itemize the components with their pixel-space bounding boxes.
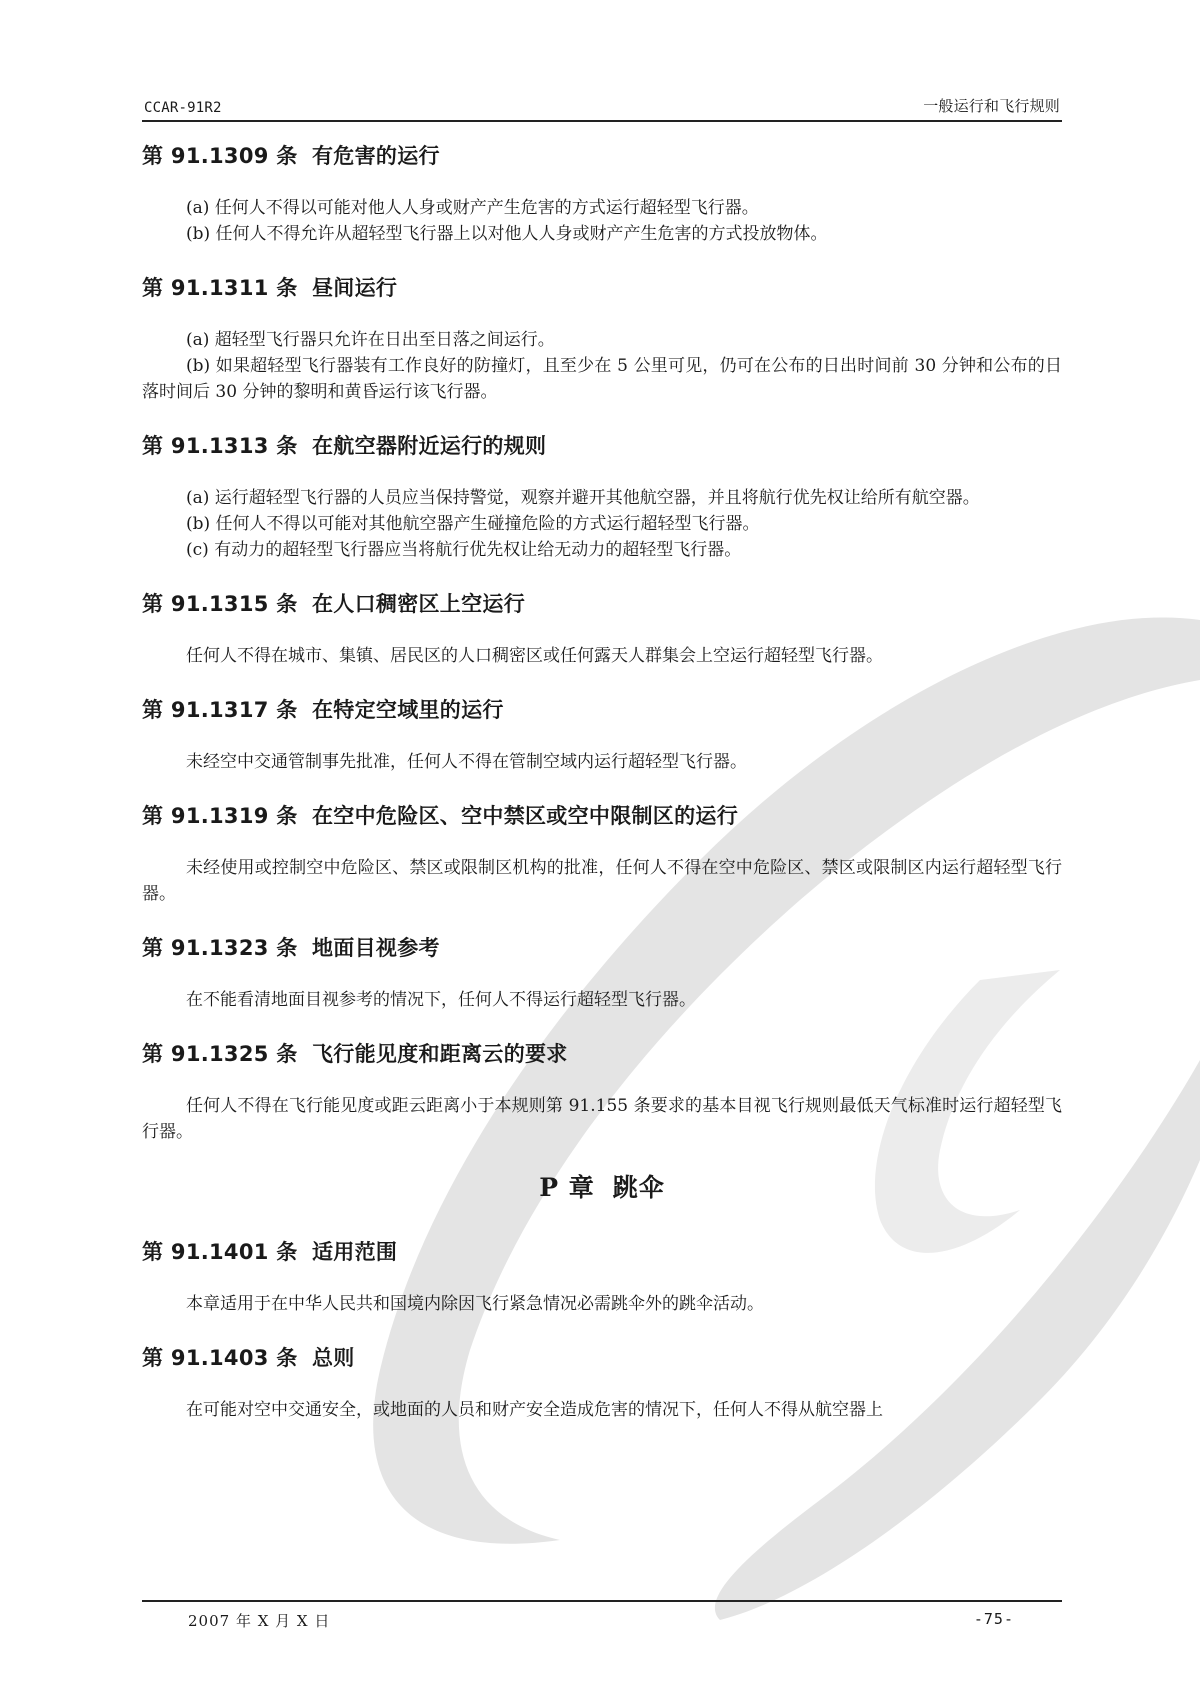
document-title: 一般运行和飞行规则 bbox=[923, 97, 1060, 115]
footer-date: 2007 年 X 月 X 日 bbox=[188, 1612, 331, 1630]
article-heading bbox=[142, 1040, 1062, 1068]
article-91-1315 bbox=[142, 590, 1062, 669]
article-heading bbox=[142, 142, 1062, 170]
document-code: CCAR-91R2 bbox=[144, 100, 222, 116]
article-number: 第 91.1311 条 bbox=[142, 276, 298, 300]
article-91-1323 bbox=[142, 934, 1062, 1013]
article-heading bbox=[142, 934, 1062, 962]
article-paragraph: (b) 如果超轻型飞行器装有工作良好的防撞灯，且至少在 5 公里可见，仍可在公布的日出时间前 30 分钟和公布的日落时间后 30 分钟的黎明和黄昏运行该飞行器。 bbox=[142, 356, 1062, 402]
article-heading bbox=[142, 1344, 1062, 1372]
article-paragraph: (c) 有动力的超轻型飞行器应当将航行优先权让给无动力的超轻型飞行器。 bbox=[186, 540, 742, 560]
article-title: 昼间运行 bbox=[312, 276, 398, 300]
article-number: 第 91.1317 条 bbox=[142, 698, 298, 722]
article-91-1313 bbox=[142, 432, 1062, 563]
article-title: 在特定空域里的运行 bbox=[312, 698, 504, 722]
article-heading bbox=[142, 274, 1062, 302]
article-title: 在人口稠密区上空运行 bbox=[312, 592, 525, 616]
article-list bbox=[142, 1238, 1062, 1423]
article-number: 第 91.1309 条 bbox=[142, 144, 298, 168]
page-footer bbox=[142, 1600, 1062, 1632]
article-91-1311 bbox=[142, 274, 1062, 405]
article-paragraph: (b) 任何人不得允许从超轻型飞行器上以对他人人身或财产产生危害的方式投放物体。 bbox=[186, 224, 828, 244]
article-91-1401 bbox=[142, 1238, 1062, 1317]
article-paragraph: 本章适用于在中华人民共和国境内除因飞行紧急情况必需跳伞外的跳伞活动。 bbox=[186, 1294, 764, 1314]
document-body bbox=[142, 142, 1062, 1450]
chapter-label: P 章 bbox=[539, 1173, 595, 1202]
article-paragraph: 任何人不得在城市、集镇、居民区的人口稠密区或任何露天人群集会上空运行超轻型飞行器。 bbox=[186, 646, 883, 666]
article-paragraph: 在可能对空中交通安全，或地面的人员和财产安全造成危害的情况下，任何人不得从航空器上 bbox=[186, 1400, 883, 1420]
chapter-title: 跳伞 bbox=[612, 1173, 665, 1202]
article-paragraph: (a) 任何人不得以可能对他人人身或财产产生危害的方式运行超轻型飞行器。 bbox=[186, 198, 759, 218]
page-header bbox=[142, 90, 1062, 122]
article-heading bbox=[142, 802, 1062, 830]
article-91-1325 bbox=[142, 1040, 1062, 1145]
article-number: 第 91.1403 条 bbox=[142, 1346, 298, 1370]
article-list bbox=[142, 142, 1062, 1145]
article-paragraph: 在不能看清地面目视参考的情况下，任何人不得运行超轻型飞行器。 bbox=[186, 990, 696, 1010]
chapter-heading bbox=[142, 1172, 1062, 1204]
article-heading bbox=[142, 590, 1062, 618]
article-paragraph: 未经空中交通管制事先批准，任何人不得在管制空域内运行超轻型飞行器。 bbox=[186, 752, 747, 772]
article-paragraph: (b) 任何人不得以可能对其他航空器产生碰撞危险的方式运行超轻型飞行器。 bbox=[186, 514, 760, 534]
article-title: 有危害的运行 bbox=[312, 144, 440, 168]
page-number: -75- bbox=[973, 1610, 1014, 1628]
article-91-1317 bbox=[142, 696, 1062, 775]
article-number: 第 91.1401 条 bbox=[142, 1240, 298, 1264]
article-paragraph: 任何人不得在飞行能见度或距云距离小于本规则第 91.155 条要求的基本目视飞行规则最低天气标准时运行超轻型飞行器。 bbox=[142, 1096, 1062, 1142]
article-91-1403 bbox=[142, 1344, 1062, 1423]
article-paragraph: (a) 运行超轻型飞行器的人员应当保持警觉，观察并避开其他航空器，并且将航行优先权让给所有航空器。 bbox=[186, 488, 980, 508]
article-title: 在空中危险区、空中禁区或空中限制区的运行 bbox=[312, 804, 738, 828]
article-91-1309 bbox=[142, 142, 1062, 247]
article-heading bbox=[142, 696, 1062, 724]
article-title: 适用范围 bbox=[312, 1240, 398, 1264]
document-page bbox=[142, 90, 1062, 1650]
article-title: 总则 bbox=[312, 1346, 355, 1370]
article-title: 地面目视参考 bbox=[312, 936, 440, 960]
article-91-1319 bbox=[142, 802, 1062, 907]
article-number: 第 91.1323 条 bbox=[142, 936, 298, 960]
article-heading bbox=[142, 432, 1062, 460]
article-number: 第 91.1315 条 bbox=[142, 592, 298, 616]
article-paragraph: (a) 超轻型飞行器只允许在日出至日落之间运行。 bbox=[186, 330, 555, 350]
article-title: 飞行能见度和距离云的要求 bbox=[312, 1042, 568, 1066]
article-title: 在航空器附近运行的规则 bbox=[312, 434, 547, 458]
article-number: 第 91.1325 条 bbox=[142, 1042, 298, 1066]
article-number: 第 91.1319 条 bbox=[142, 804, 298, 828]
article-heading bbox=[142, 1238, 1062, 1266]
article-number: 第 91.1313 条 bbox=[142, 434, 298, 458]
article-paragraph: 未经使用或控制空中危险区、禁区或限制区机构的批准，任何人不得在空中危险区、禁区或限制区内运行超轻型飞行器。 bbox=[142, 858, 1062, 904]
